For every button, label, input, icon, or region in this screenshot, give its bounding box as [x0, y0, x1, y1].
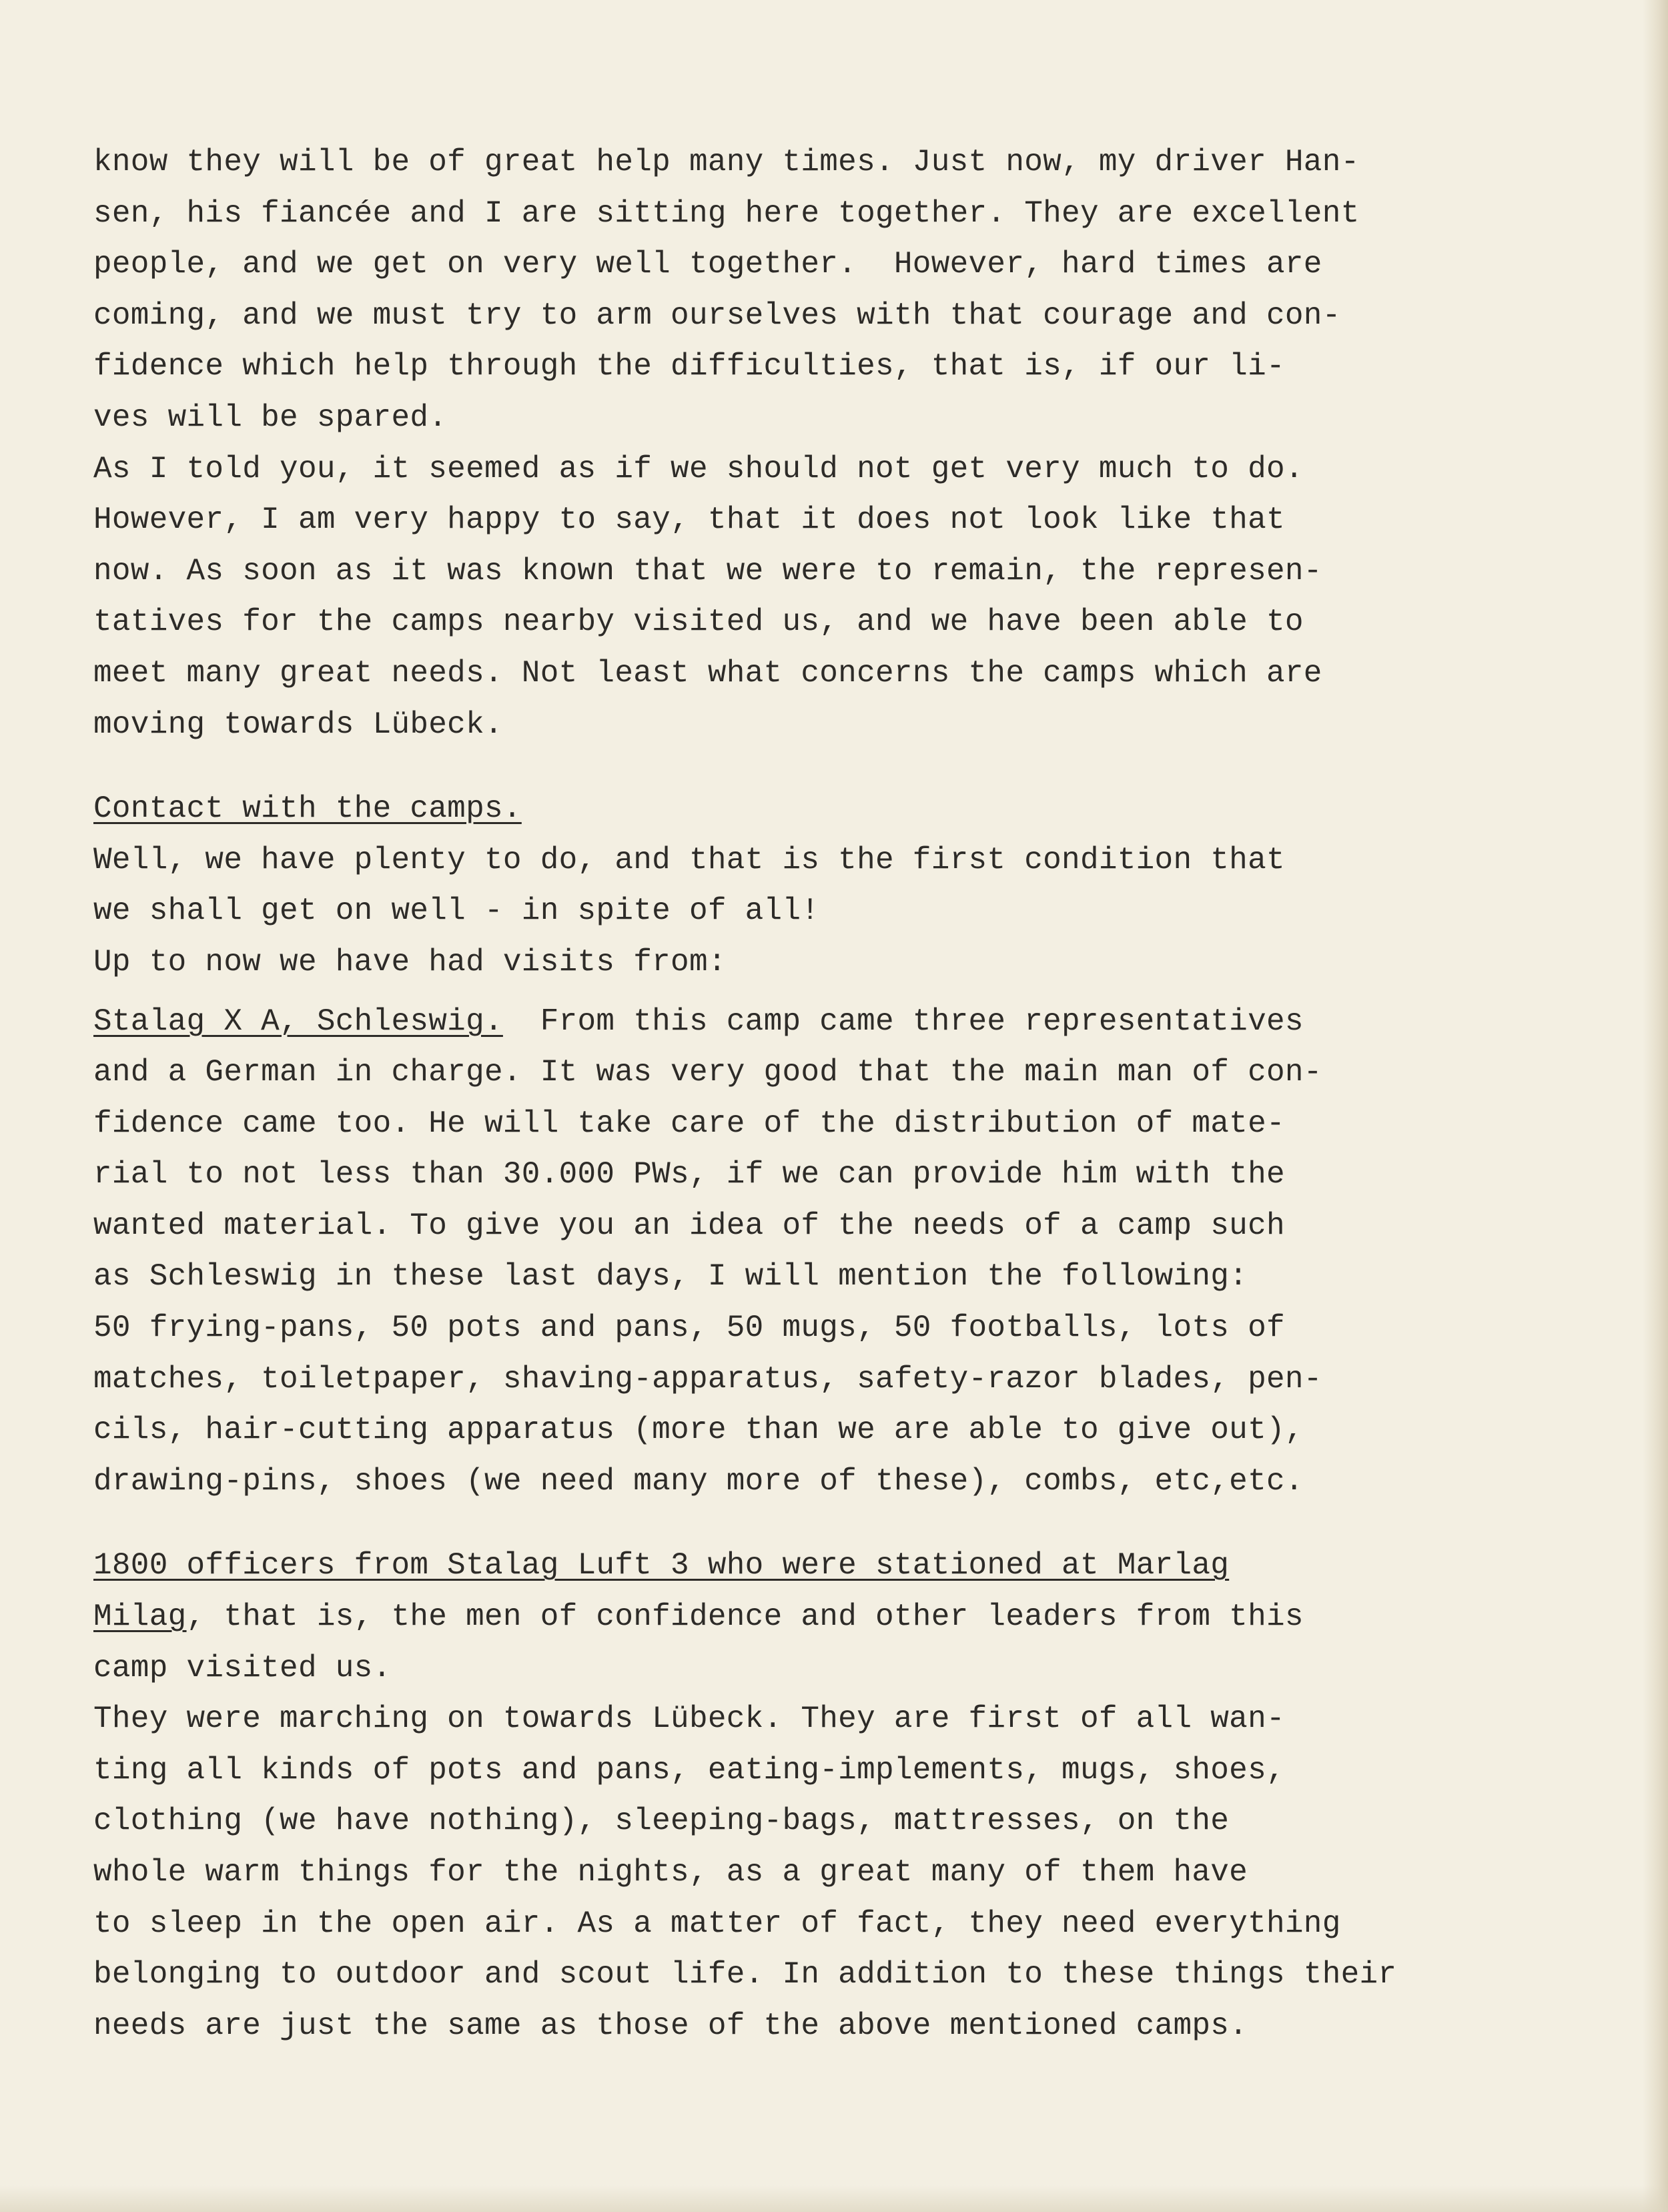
text-line: fidence which help through the difficulties, that is, if our li- — [93, 349, 1285, 384]
text-line: tatives for the camps nearby visited us, and we have been able to — [93, 605, 1304, 640]
text-line: matches, toiletpaper, shaving-apparatus, safety-razor blades, pen- — [93, 1361, 1322, 1397]
text-line: and a German in charge. It was very good that the main man of con- — [93, 1055, 1322, 1090]
text-line: ting all kinds of pots and pans, eating-implements, mugs, shoes, — [93, 1752, 1285, 1788]
text-line: cils, hair-cutting apparatus (more than we are able to give out), — [93, 1413, 1304, 1448]
stalag-first-rest: From this camp came three representatives — [502, 1004, 1304, 1039]
text-line: wanted material. To give you an idea of the needs of a camp such — [93, 1208, 1285, 1243]
text-line: Up to now we have had visits from: — [93, 944, 727, 980]
text-line: we shall get on well - in spite of all! — [93, 893, 820, 929]
text-line: to sleep in the open air. As a matter of fact, they need everything — [93, 1906, 1341, 1941]
text-line: As I told you, it seemed as if we should not get very much to do. — [93, 451, 1304, 486]
text-line: drawing-pins, shoes (we need many more of these), combs, etc,etc. — [93, 1463, 1304, 1499]
officers-heading-line — [93, 1540, 1481, 1591]
text-line: belonging to outdoor and scout life. In addition to these things their — [93, 1957, 1397, 1992]
text-line: now. As soon as it was known that we were to remain, the represen- — [93, 553, 1322, 589]
text-line: people, and we get on very well together. However, hard times are — [93, 247, 1322, 282]
text-line: as Schleswig in these last days, I will mention the following: — [93, 1259, 1248, 1295]
text-line: whole warm things for the nights, as a great many of them have — [93, 1855, 1248, 1890]
contact-heading: Contact with the camps. — [93, 791, 522, 827]
text-line: needs are just the same as those of the above mentioned camps. — [93, 2008, 1248, 2043]
text-line: ves will be spared. — [93, 400, 448, 435]
officers-first-rest: , that is, the men of confidence and other leaders from this — [186, 1599, 1304, 1635]
text-line: fidence came too. He will take care of the distribution of mate- — [93, 1106, 1285, 1141]
text-line: moving towards Lübeck. — [93, 707, 503, 742]
text-line: know they will be of great help many times. Just now, my driver Han- — [93, 145, 1360, 179]
text-line: coming, and we must try to arm ourselves with that courage and con- — [93, 298, 1341, 333]
text-line: sen, his fiancée and I are sitting here together. They are excellent — [93, 196, 1360, 231]
page-edge-shadow — [1643, 0, 1668, 2212]
paragraph-gap — [93, 1507, 1481, 1540]
letter-body — [93, 137, 1481, 2051]
text-line: clothing (we have nothing), sleeping-bags, mattresses, on the — [93, 1804, 1230, 1839]
text-line: They were marching on towards Lübeck. They are first of all wan- — [93, 1702, 1285, 1737]
paragraph-gap — [93, 750, 1481, 783]
officers-second-line — [93, 1591, 1481, 1643]
text-line: camp visited us. — [93, 1650, 392, 1686]
officers-heading-end: Milag — [93, 1599, 187, 1635]
text-line: rial to not less than 30.000 PWs, if we can provide him with the — [93, 1157, 1285, 1192]
paragraph-gap — [93, 988, 1481, 996]
officers-heading: 1800 officers from Stalag Luft 3 who were stationed at Marlag — [93, 1548, 1230, 1583]
section-heading-contact — [93, 783, 1481, 835]
text-line: meet many great needs. Not least what concerns the camps which are — [93, 655, 1322, 691]
text-line: Well, we have plenty to do, and that is the first condition that — [93, 842, 1285, 877]
stalag-first-line — [93, 996, 1481, 1048]
text-line: 50 frying-pans, 50 pots and pans, 50 mugs, 50 footballs, lots of — [93, 1311, 1285, 1346]
page-bottom-shade — [0, 2185, 1668, 2212]
stalag-heading: Stalag X A, Schleswig. — [93, 1004, 503, 1039]
text-line: However, I am very happy to say, that it does not look like that — [93, 502, 1285, 538]
